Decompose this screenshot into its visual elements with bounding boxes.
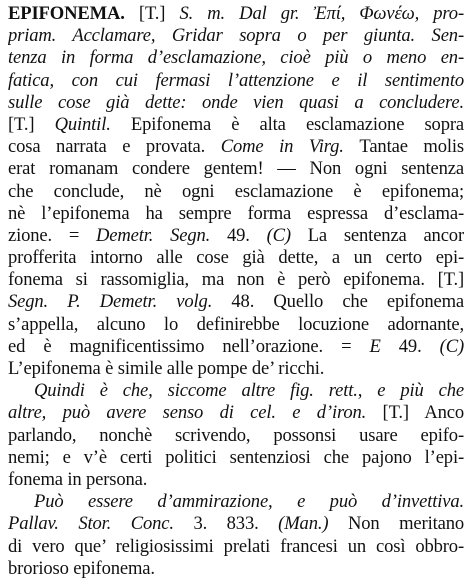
text-line: profferita intorno alle cose già dette, a un certo epi- [8, 247, 464, 269]
text-line: fonema in persona. [8, 468, 148, 490]
text-line: priam. Acclamare, Gridar sopra o per giunta. Sen- [8, 25, 464, 47]
text-line: fatica, con cui fermasi l’attenzione e il sentimento [8, 69, 464, 91]
text-line: fonema si rassomiglia, ma non è però epifonema. [T.] [8, 269, 464, 291]
text-line: [T.] Quintil. Epifonema è alta esclamazione sopra [8, 113, 464, 135]
text-line: Pallav. Stor. Conc. 3. 833. (Man.) Non meritano [8, 513, 464, 535]
text-line: Può essere d’ammirazione, e può d’invettiva. [34, 491, 464, 513]
text-line: che conclude, nè ogni esclamazione è epifonema; [8, 180, 464, 202]
text-line: EPIFONEMA. [T.] S. m. Dal gr. Ἐπί, Φωνέω, pro- [8, 3, 464, 24]
text-line: erat romanam condere gentem! — Non ogni sentenza [8, 158, 464, 180]
text-line: Quindi è che, siccome altre fig. rett., e più che [34, 380, 464, 402]
text-line: sulle cose già dette: onde vien quasi a concludere. [8, 91, 464, 113]
text-line: nè l’epifonema ha sempre forma espressa d’esclama- [8, 202, 464, 224]
text-line: zione. = Demetr. Segn. 49. (C) La sentenza ancor [8, 224, 464, 246]
text-line: brorioso epifonema. [8, 557, 155, 579]
text-line: ed è magnificentissimo nell’orazione. = E 49. (C) [8, 335, 464, 357]
headword: EPIFONEMA. [8, 3, 139, 24]
text-line: L’epifonema è simile alle pompe de’ ricchi. [8, 358, 325, 379]
text-line: tenza in forma d’esclamazione, cioè più o meno en- [8, 47, 464, 69]
text-line: s’appella, alcuno lo definirebbe locuzione adornante, [8, 313, 464, 335]
text-line: parlando, nonchè scrivendo, possonsi usare epifo- [8, 424, 464, 446]
text-line: Segn. P. Demetr. volg. 48. Quello che epifonema [8, 291, 464, 313]
text-line: di vero que’ religiosissimi prelati francesi un così obbro- [8, 535, 464, 557]
text-line: altre, può avere senso di cel. e d’iron. [T.] Anco [8, 402, 464, 424]
text-line: nemi; e v’è certi politici sentenziosi che pajono l’epi- [8, 446, 464, 468]
text-line: cosa narrata e provata. Come in Virg. Tantae molis [8, 136, 464, 158]
